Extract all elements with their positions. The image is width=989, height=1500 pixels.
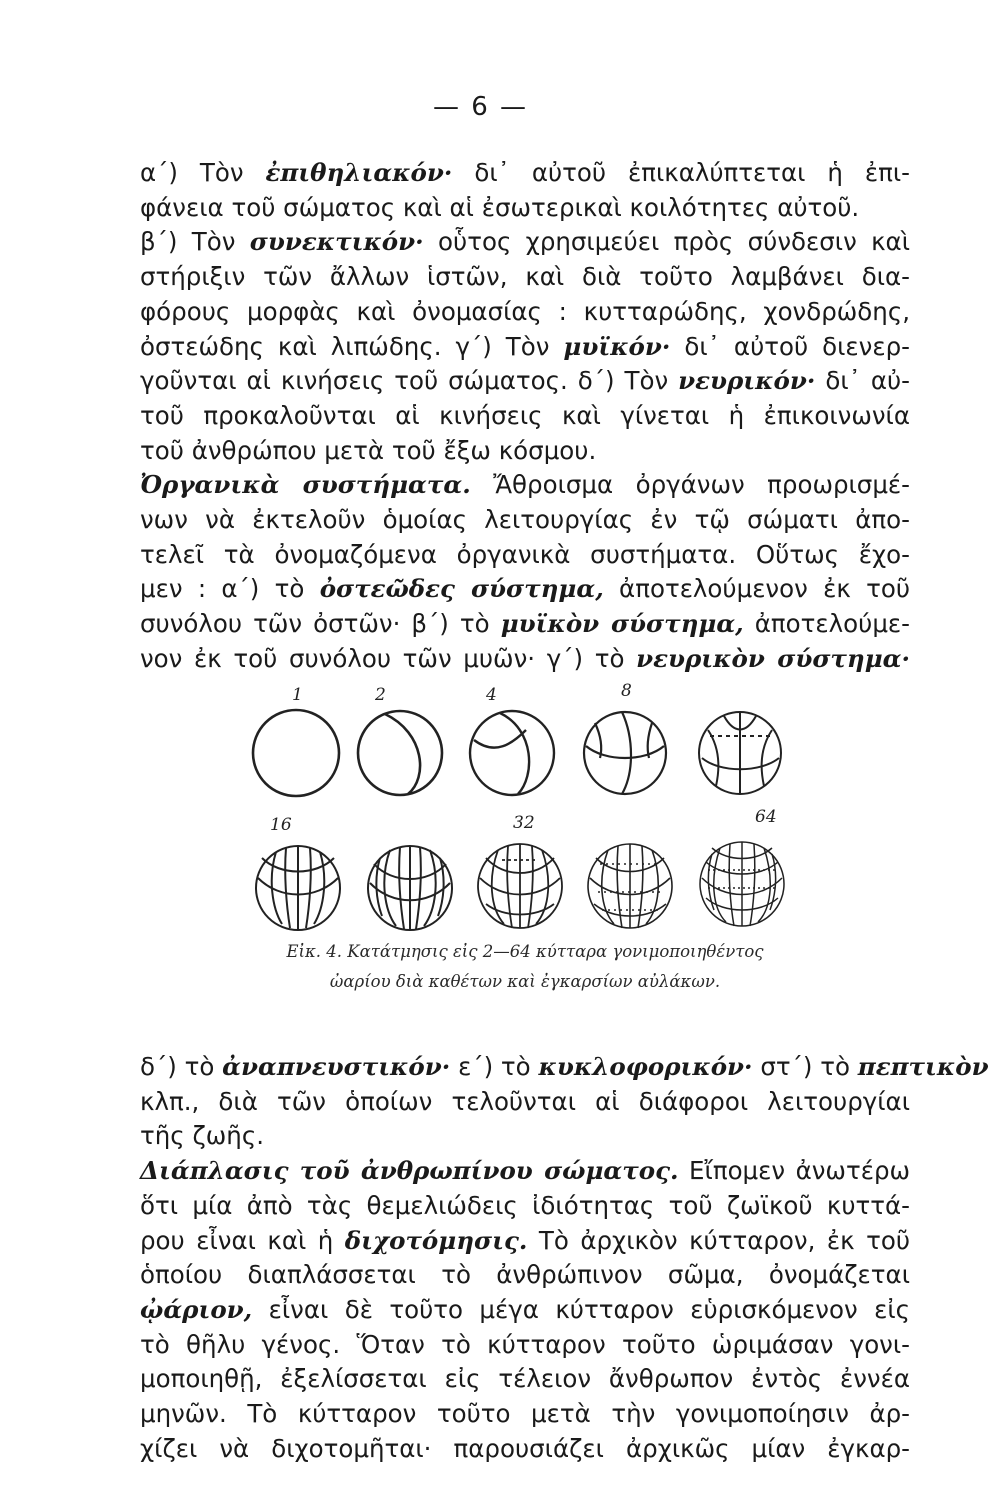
text-run: φόρους μορφὰς καὶ ὀνομασίας : κυτταρώδης, χονδρώδης,: [140, 296, 910, 326]
label-64: 64: [755, 807, 777, 827]
text-line: [140, 572, 910, 607]
text-line: [140, 1362, 910, 1397]
text-run: συνόλου τῶν ὀστῶν· β΄) τὸ: [140, 609, 501, 639]
emphasized-term: ἐπιθηλιακόν·: [265, 158, 453, 187]
label-2: 2: [375, 685, 386, 705]
text-run: στήριξιν τῶν ἄλλων ἱστῶν, καὶ διὰ τοῦτο λαμβάνει δια-: [140, 262, 910, 292]
text-run: οὗτος χρησιμεύει πρὸς σύνδεσιν καὶ: [423, 227, 910, 257]
text-run: μεν : α΄) τὸ: [140, 574, 320, 604]
cell-64b: [700, 842, 784, 926]
emphasized-term: συνεκτικόν·: [249, 227, 424, 257]
text-run: γοῦνται αἱ κινήσεις τοῦ σώματος. δ΄) Τὸν: [140, 366, 679, 396]
text-line: [140, 1154, 910, 1189]
page-number: — 6 —: [432, 92, 529, 122]
text-run: Ἄθροισμα ὀργάνων προωρισμέ-: [470, 470, 911, 500]
top-paragraph: [140, 156, 910, 677]
text-line: [140, 1119, 910, 1154]
text-line: [140, 434, 910, 469]
text-run: τὸ θῆλυ γένος. Ὅταν τὸ κύτταρον τοῦτο ὡριμάσαν γονι-: [140, 1329, 910, 1359]
emphasized-term: Διάπλασις τοῦ ἀνθρωπίνου σώματος.: [140, 1156, 679, 1186]
text-run: Εἴπομεν ἀνωτέρω: [678, 1156, 911, 1186]
text-line: [140, 1258, 910, 1293]
text-run: ὁποίου διαπλάσσεται τὸ ἀνθρώπινον σῶμα, ὀνομάζεται: [140, 1260, 910, 1290]
emphasized-term: νευρικόν·: [678, 366, 816, 396]
emphasized-term: Ὀργανικὰ συστήματα.: [140, 470, 471, 500]
figure-caption-line-1: Εἰκ. 4. Κατάτμησις εἰς 2—64 κύτταρα γονιμοποιηθέντος: [286, 942, 764, 961]
emphasized-term: μυϊκόν·: [563, 331, 671, 361]
text-line: [140, 330, 910, 365]
emphasized-term: ᾠάριον,: [140, 1294, 253, 1324]
text-line: [140, 607, 910, 642]
text-line: [140, 642, 910, 677]
text-line: [140, 1328, 910, 1363]
text-line: [140, 1224, 910, 1259]
cell-2: [358, 711, 442, 795]
text-run: μηνῶν. Τὸ κύτταρον τοῦτο μετὰ τὴν γονιμοποίησιν ἀρ-: [140, 1399, 910, 1429]
text-run: δ΄) τὸ: [140, 1052, 223, 1081]
label-8: 8: [621, 681, 632, 701]
text-run: α΄) Τὸν: [140, 158, 266, 187]
bottom-paragraph: [140, 1050, 989, 1466]
text-line: [140, 1189, 910, 1224]
text-line: [140, 1432, 910, 1467]
text-run: Τὸ ἀρχικὸν κύτταρον, ἐκ τοῦ: [527, 1225, 910, 1255]
emphasized-term: κυκλοφορικόν·: [538, 1052, 753, 1081]
text-run: κλπ., διὰ τῶν ὁποίων τελοῦνται αἱ διάφοροι λειτουργίαι: [140, 1086, 910, 1116]
text-run: τελεῖ τὰ ὀνομαζόμενα ὀργανικὰ συστήματα. Οὕτως ἔχο-: [140, 539, 910, 569]
emphasized-term: μυϊκὸν σύστημα,: [500, 609, 744, 639]
text-line: [140, 1293, 910, 1328]
text-run: εἶναι δὲ τοῦτο μέγα κύτταρον εὑρισκόμενον εἰς: [252, 1294, 910, 1324]
text-line: [140, 1085, 910, 1120]
text-line: [140, 1050, 989, 1085]
label-4: 4: [486, 685, 497, 705]
emphasized-term: διχοτόμησις.: [344, 1225, 528, 1255]
cleavage-diagram: [250, 678, 830, 938]
text-line: [140, 399, 910, 434]
text-run: νον ἐκ τοῦ συνόλου τῶν μυῶν· γ΄) τὸ: [140, 643, 637, 673]
emphasized-term: ἀναπνευστικόν·: [222, 1052, 451, 1081]
cell-4: [470, 711, 554, 795]
cell-16: [256, 846, 340, 930]
text-run: μοποιηθῇ, ἐξελίσσεται εἰς τέλειον ἄνθρωπον ἐντὸς ἐννέα: [140, 1364, 910, 1394]
text-line: [140, 260, 910, 295]
text-run: ε΄) τὸ: [450, 1052, 539, 1081]
text-run: νων νὰ ἐκτελοῦν ὁμοίας λειτουργίας ἐν τῷ σώματι ἀπο-: [140, 505, 910, 535]
text-run: ἀποτελούμε-: [743, 609, 910, 639]
text-run: δι᾿ αὐτοῦ ἐπικαλύπτεται ἡ ἐπι-: [452, 158, 910, 187]
emphasized-term: πεπτικὸν: [857, 1052, 989, 1081]
text-run: στ΄) τὸ: [752, 1052, 858, 1081]
text-line: [140, 538, 910, 573]
label-32: 32: [513, 813, 535, 833]
text-run: τοῦ προκαλοῦνται αἱ κινήσεις καὶ γίνεται ἡ ἐπικοινωνία: [140, 400, 910, 430]
text-line: [140, 191, 910, 226]
emphasized-term: ὀστεῶδες σύστημα,: [319, 574, 604, 604]
text-line: [140, 225, 910, 260]
cell-1: [253, 710, 339, 796]
text-run: χίζει νὰ διχοτομῆται· παρουσιάζει ἀρχικῶς μίαν ἐγκαρ-: [140, 1433, 910, 1463]
cell-64a: [588, 844, 672, 928]
cell-8: [584, 712, 666, 794]
label-16: 16: [270, 815, 292, 835]
text-run: φάνεια τοῦ σώματος καὶ αἱ ἐσωτερικαὶ κοιλότητες αὐτοῦ.: [140, 192, 860, 222]
text-line: [140, 1397, 910, 1432]
figure-caption-line-2: ὠαρίου διὰ καθέτων καὶ ἐγκαρσίων αὐλάκων.: [329, 972, 721, 991]
text-run: β΄) Τὸν: [140, 227, 250, 257]
text-run: ὅτι μία ἀπὸ τὰς θεμελιώδεις ἰδιότητας τοῦ ζωϊκοῦ κυττά-: [140, 1190, 910, 1220]
text-run: ἀποτελούμενον ἐκ τοῦ: [603, 574, 910, 604]
text-run: τοῦ ἀνθρώπου μετὰ τοῦ ἔξω κόσμου.: [140, 435, 597, 465]
text-run: ρου εἶναι καὶ ἡ: [140, 1225, 345, 1255]
label-1: 1: [292, 685, 303, 705]
cell-8b: [699, 712, 781, 794]
emphasized-term: νευρικὸν σύστημα·: [636, 643, 911, 673]
cell-division-figure: [250, 678, 830, 938]
text-run: τῆς ζωῆς.: [140, 1121, 264, 1151]
text-line: [140, 468, 910, 503]
cell-32b: [478, 844, 562, 928]
text-line: [140, 364, 910, 399]
text-line: [140, 156, 910, 191]
text-line: [140, 295, 910, 330]
cell-32a: [368, 846, 452, 930]
text-line: [140, 503, 910, 538]
text-run: ὀστεώδης καὶ λιπώδης. γ΄) Τὸν: [140, 331, 564, 361]
text-run: δι᾿ αὐτοῦ διενερ-: [670, 331, 910, 361]
text-run: δι᾿ αὐ-: [815, 366, 910, 396]
